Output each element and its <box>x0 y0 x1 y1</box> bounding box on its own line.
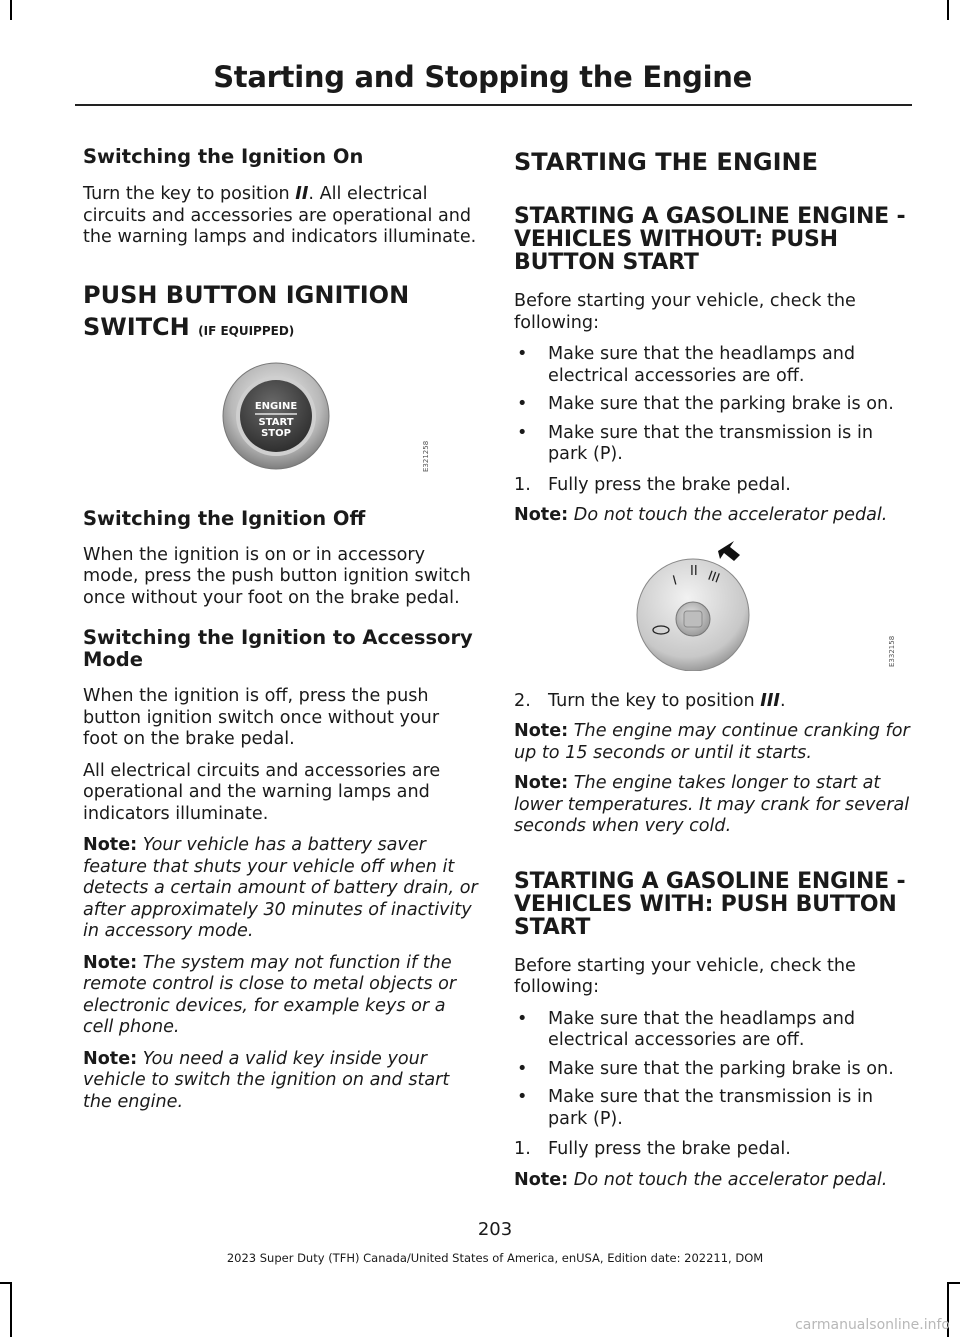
paragraph-switch-on: Turn the key to position II. All electrical circuits and accessories are operational and the warning lamps and indicators illuminate. <box>83 184 477 247</box>
crop-mark-bottom-right-h <box>947 1282 960 1284</box>
ignition-key-cylinder-icon <box>514 537 912 671</box>
svg-text:START: START <box>258 416 294 428</box>
note-battery-saver: Note: Your vehicle has a battery saver feature that shuts your vehicle off when it detects a certain amount of battery drain, or after approximately 30 minutes of inactivity in accessory mode. <box>83 835 478 941</box>
edition-info: 2023 Super Duty (TFH) Canada/United States of America, enUSA, Edition date: 202211, DOM <box>226 1251 764 1265</box>
svg-text:E321258: E321258 <box>422 440 430 472</box>
crop-mark-bottom-left-h <box>0 1282 12 1284</box>
list-item: • Make sure that the transmission is in park (P). <box>517 422 873 464</box>
arrow-icon <box>718 541 740 561</box>
right-column <box>514 146 912 1191</box>
engine-start-stop-button-icon <box>83 362 478 480</box>
crop-mark-bottom-left <box>10 1282 12 1337</box>
heading-accessory-mode: Switching the Ignition to Accessory Mode <box>83 626 473 671</box>
ignition-illustration <box>514 537 912 671</box>
paragraph-switch-off: When the ignition is on or in accessory mode, press the push button ignition switch once without your foot on the brake pedal. <box>83 544 471 608</box>
heading-push-button-ignition: PUSH BUTTON IGNITION SWITCH (IF EQUIPPED) <box>83 280 410 341</box>
step-2: 2. Turn the key to position III. <box>514 690 786 711</box>
svg-text:E332158: E332158 <box>888 635 896 667</box>
list-item: • Make sure that the headlamps and electrical accessories are off. <box>517 1008 856 1050</box>
svg-text:II: II <box>690 563 698 579</box>
paragraph-accessory-2: All electrical circuits and accessories are operational and the warning lamps and indicators illuminate. <box>83 760 441 824</box>
page-header-title: Starting and Stopping the Engine <box>213 60 752 94</box>
crop-mark-top-right <box>947 0 949 20</box>
note-valid-key: Note: You need a valid key inside your vehicle to switch the ignition on and start the engine. <box>83 1048 450 1112</box>
step-1-push-button: 1. Fully press the brake pedal. <box>514 1139 791 1159</box>
heading-switch-on: Switching the Ignition On <box>83 145 364 168</box>
heading-gas-with-push-button: STARTING A GASOLINE ENGINE - VEHICLES WITH: PUSH BUTTON START <box>514 868 906 940</box>
note-cold-temperatures: Note: The engine takes longer to start at lower temperatures. It may crank for several seconds when very cold. <box>514 773 910 836</box>
list-item: • Make sure that the headlamps and electrical accessories are off. <box>517 344 856 386</box>
note-remote-control: Note: The system may not function if the remote control is close to metal objects or electronic devices, for example keys or a cell phone. <box>83 952 457 1037</box>
svg-text:STOP: STOP <box>261 427 291 439</box>
left-column <box>83 146 478 1113</box>
svg-text:I: I <box>671 572 679 589</box>
header-divider <box>75 104 912 106</box>
svg-text:ENGINE: ENGINE <box>254 400 298 412</box>
paragraph-accessory-1: When the ignition is off, press the push button ignition switch once without your foot on the brake pedal. <box>83 686 440 749</box>
svg-text:III: III <box>705 568 722 587</box>
push-button-illustration <box>83 362 478 480</box>
heading-switch-off: Switching the Ignition Off <box>83 506 366 530</box>
note-accelerator-2: Note: Do not touch the accelerator pedal. <box>514 1169 888 1190</box>
list-item: • Make sure that the parking brake is on. <box>517 1058 894 1079</box>
paragraph-before-starting-2: Before starting your vehicle, check the following: <box>514 955 856 997</box>
watermark-link[interactable]: carmanualsonline.info <box>795 1317 950 1333</box>
crop-mark-top-left <box>10 0 12 20</box>
note-accelerator: Note: Do not touch the accelerator pedal. <box>514 505 888 525</box>
heading-starting-engine: STARTING THE ENGINE <box>514 148 819 176</box>
list-item: • Make sure that the parking brake is on. <box>517 394 894 414</box>
heading-gas-without-push-button: STARTING A GASOLINE ENGINE - VEHICLES WITHOUT: PUSH BUTTON START <box>514 204 906 275</box>
paragraph-before-starting: Before starting your vehicle, check the following: <box>514 291 856 333</box>
page-number: 203 <box>477 1219 513 1240</box>
step-1: 1. Fully press the brake pedal. <box>514 474 791 495</box>
list-item: • Make sure that the transmission is in park (P). <box>517 1087 873 1129</box>
note-cranking: Note: The engine may continue cranking for up to 15 seconds or until it starts. <box>514 721 910 763</box>
